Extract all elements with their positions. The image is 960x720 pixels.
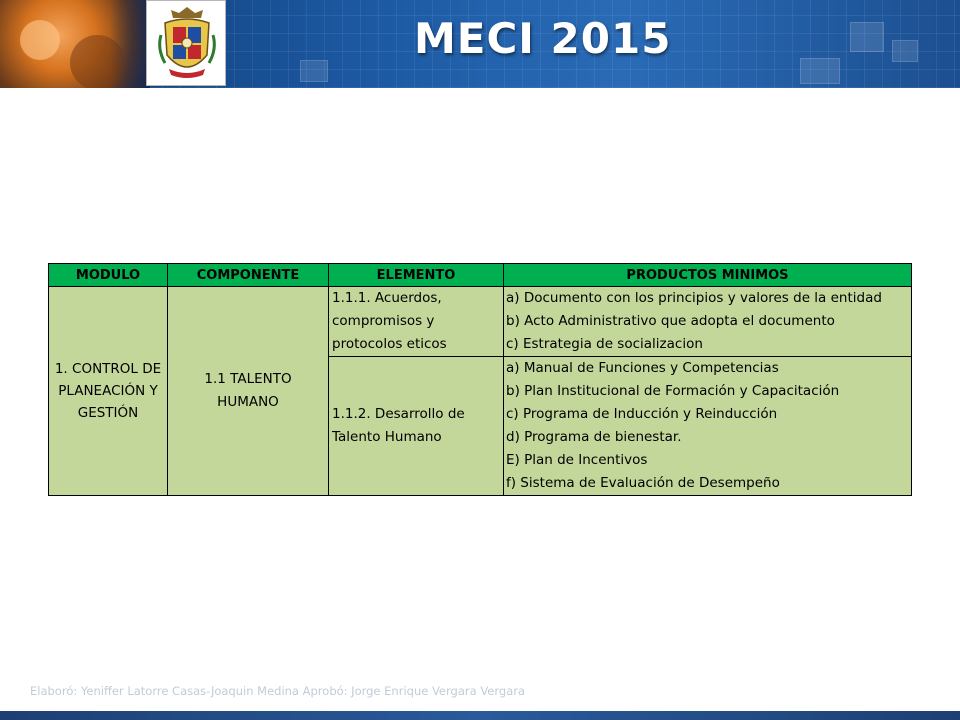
meci-table — [48, 263, 912, 496]
modulo-line: PLANEACIÓN Y — [58, 383, 158, 399]
modulo-line: 1. CONTROL DE — [54, 361, 162, 377]
product-item: d) Programa de bienestar. — [506, 429, 682, 445]
column-header-productos: PRODUCTOS MINIMOS — [504, 264, 912, 287]
modulo-cell — [49, 287, 168, 496]
elemento-line: 1.1.1. Acuerdos, — [332, 290, 442, 306]
elemento-line: 1.1.2. Desarrollo de — [332, 406, 465, 422]
componente-line: 1.1 TALENTO — [204, 371, 292, 387]
column-header-elemento: ELEMENTO — [329, 264, 504, 287]
elemento-cell — [329, 287, 504, 357]
table-header-row — [49, 264, 912, 287]
product-item: E) Plan de Incentivos — [506, 452, 648, 468]
page-title: MECI 2015 — [414, 14, 672, 63]
header-banner — [0, 0, 960, 88]
modulo-line: GESTIÓN — [77, 405, 139, 421]
product-item: c) Programa de Inducción y Reinducción — [506, 406, 778, 422]
product-item: b) Plan Institucional de Formación y Capacitación — [506, 383, 840, 399]
column-header-modulo: MODULO — [49, 264, 168, 287]
product-item: f) Sistema de Evaluación de Desempeño — [506, 475, 780, 491]
productos-cell — [504, 287, 912, 357]
elemento-line: Talento Humano — [332, 429, 442, 445]
componente-line: HUMANO — [217, 394, 279, 410]
footer-credits: Elaboró: Yeniffer Latorre Casas-Joaquin Medina Aprobó: Jorge Enrique Vergara Vergara — [30, 684, 526, 698]
elemento-line: compromisos y — [332, 313, 435, 329]
productos-cell — [504, 357, 912, 496]
column-header-componente: COMPONENTE — [168, 264, 329, 287]
header-photo — [0, 0, 150, 88]
product-item: c) Estrategia de socializacion — [506, 336, 703, 352]
product-item: a) Documento con los principios y valores de la entidad — [506, 290, 882, 306]
footer-bar — [0, 711, 960, 720]
elemento-line: protocolos eticos — [332, 336, 447, 352]
product-item: b) Acto Administrativo que adopta el documento — [506, 313, 835, 329]
coat-of-arms-icon — [146, 0, 226, 86]
product-item: a) Manual de Funciones y Competencias — [506, 360, 779, 376]
elemento-cell — [329, 357, 504, 496]
componente-cell — [168, 287, 329, 496]
table-row — [49, 287, 912, 357]
